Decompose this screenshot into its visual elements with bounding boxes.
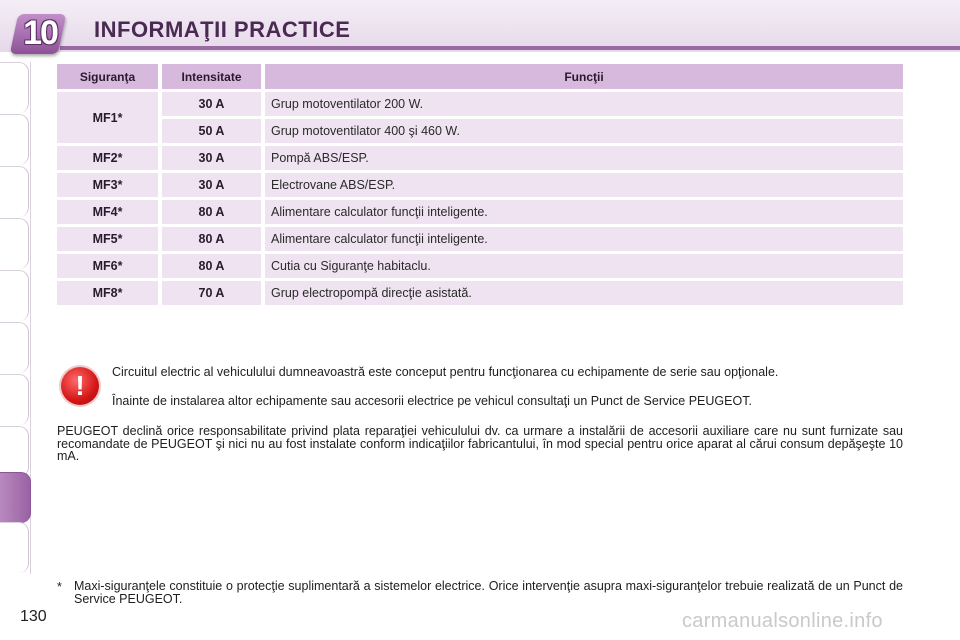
chapter-tab[interactable] bbox=[0, 426, 29, 477]
function-cell: Grup motoventilator 200 W. bbox=[265, 92, 903, 116]
table-row bbox=[57, 173, 903, 197]
warning-paragraph-3: PEUGEOT declină orice responsabilitate privind plata reparaţiei vehiculului dv. ca urmare a instalării de accesorii auxiliare care nu sunt furnizate sau recomandate de PEUGEOT şi nici nu au fost instalate conform indicaţiilor fabricantului, în mod special pentru orice aparat al cărui consum depăşeşte 10 mA. bbox=[57, 424, 903, 463]
chapter-tab[interactable] bbox=[0, 270, 29, 321]
amperage-cell: 30 A bbox=[162, 146, 261, 170]
amperage-cell: 30 A bbox=[162, 92, 261, 116]
fuse-cell: MF3* bbox=[57, 173, 158, 197]
function-cell: Electrovane ABS/ESP. bbox=[265, 173, 903, 197]
table-row bbox=[57, 146, 903, 170]
exclamation-icon bbox=[61, 367, 99, 405]
fuse-cell: MF1* bbox=[57, 92, 158, 143]
footnote-marker: * bbox=[57, 580, 62, 594]
function-cell: Grup electropompă direcţie asistată. bbox=[265, 281, 903, 305]
amperage-cell: 80 A bbox=[162, 200, 261, 224]
warning-paragraph-2: Înainte de instalarea altor echipamente sau accesorii electrice pe vehicul consultaţi un Punct de Service PEUGEOT. bbox=[112, 394, 752, 408]
chapter-tab[interactable] bbox=[0, 522, 29, 573]
chapter-tab-strip bbox=[0, 62, 31, 574]
table-row bbox=[57, 119, 903, 143]
amperage-cell: 70 A bbox=[162, 281, 261, 305]
chapter-tab[interactable] bbox=[0, 62, 29, 113]
amperage-cell: 30 A bbox=[162, 173, 261, 197]
fuse-cell: MF8* bbox=[57, 281, 158, 305]
exclamation-glyph: ! bbox=[75, 370, 85, 401]
column-header-functions: Funcţii bbox=[265, 64, 903, 89]
page-title: INFORMAŢII PRACTICE bbox=[94, 17, 351, 42]
chapter-tab[interactable] bbox=[0, 114, 29, 165]
function-cell: Alimentare calculator funcţii inteligente. bbox=[265, 200, 903, 224]
watermark: carmanualsonline.info bbox=[682, 610, 883, 632]
table-row bbox=[57, 92, 903, 116]
chapter-tab-active[interactable] bbox=[0, 472, 31, 523]
column-header-fuse: Siguranţa bbox=[57, 64, 158, 89]
function-cell: Grup motoventilator 400 şi 460 W. bbox=[265, 119, 903, 143]
header-rule bbox=[60, 46, 960, 50]
amperage-cell: 80 A bbox=[162, 227, 261, 251]
fuse-cell: MF4* bbox=[57, 200, 158, 224]
amperage-cell: 80 A bbox=[162, 254, 261, 278]
table-row bbox=[57, 200, 903, 224]
amperage-cell: 50 A bbox=[162, 119, 261, 143]
chapter-tab[interactable] bbox=[0, 218, 29, 269]
fuse-cell: MF2* bbox=[57, 146, 158, 170]
chapter-tab[interactable] bbox=[0, 374, 29, 425]
table-row bbox=[57, 281, 903, 305]
table-row bbox=[57, 254, 903, 278]
warning-paragraph-1: Circuitul electric al vehiculului dumneavoastră este conceput pentru funcţionarea cu echipamente de serie sau opţionale. bbox=[112, 365, 779, 379]
fuse-table bbox=[57, 61, 903, 308]
function-cell: Alimentare calculator funcţii inteligente. bbox=[265, 227, 903, 251]
fuse-cell: MF6* bbox=[57, 254, 158, 278]
chapter-number: 10 bbox=[23, 14, 57, 52]
function-cell: Pompă ABS/ESP. bbox=[265, 146, 903, 170]
function-cell: Cutia cu Siguranţe habitaclu. bbox=[265, 254, 903, 278]
column-header-amperage: Intensitate bbox=[162, 64, 261, 89]
fuse-cell: MF5* bbox=[57, 227, 158, 251]
chapter-tab[interactable] bbox=[0, 322, 29, 373]
chapter-tab[interactable] bbox=[0, 166, 29, 217]
page-number: 130 bbox=[20, 608, 47, 625]
table-row bbox=[57, 227, 903, 251]
footnote-text: Maxi-siguranţele constituie o protecţie suplimentară a sistemelor electrice. Orice intervenţie asupra maxi-siguranţelor trebuie realizată de un Punct de Service PEUGEOT. bbox=[74, 579, 903, 606]
table-header-row bbox=[57, 64, 903, 89]
